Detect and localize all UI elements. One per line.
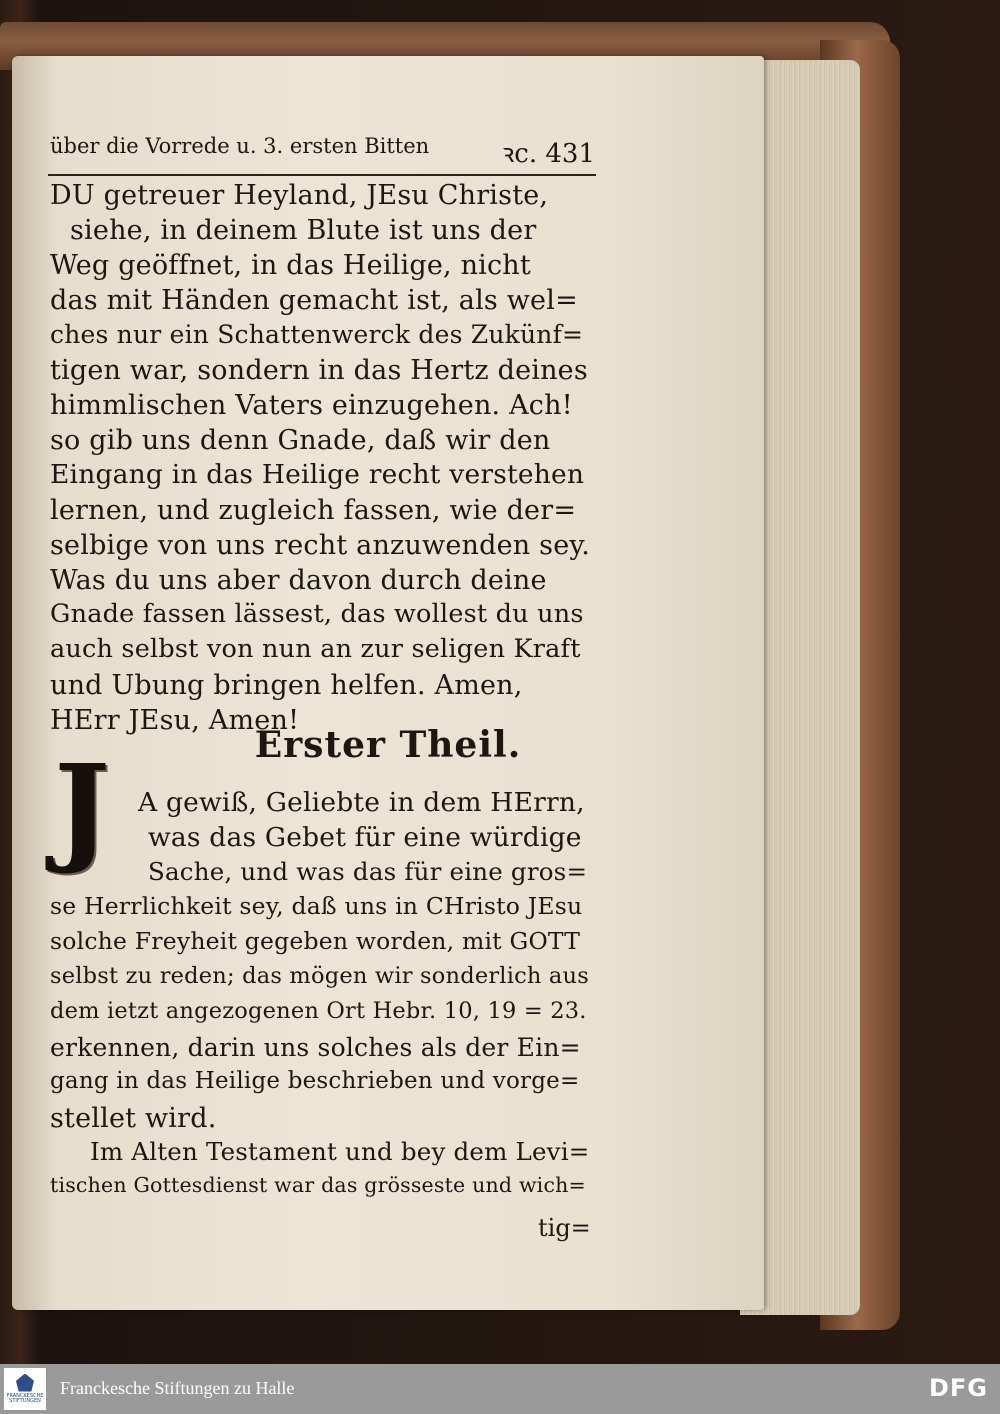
prayer-line: ches nur ein Schattenwerck des Zukünf=	[50, 320, 584, 349]
institution-name[interactable]: Franckesche Stiftungen zu Halle	[60, 1378, 295, 1398]
body-line: solche Freyheit gegeben worden, mit GOTT	[50, 927, 581, 955]
prayer-line: Gnade fassen lässest, das wollest du uns	[50, 599, 584, 629]
running-head	[50, 134, 595, 170]
body-line: tischen Gottesdienst war das grösseste und wich=	[50, 1173, 586, 1197]
prayer-line: tigen war, sondern in das Hertz deines	[50, 355, 588, 386]
section-title: Erster Theil.	[254, 724, 522, 766]
prayer-line: Was du uns aber davon durch deine	[50, 565, 547, 596]
body-line: Im Alten Testament und bey dem Levi=	[90, 1137, 590, 1166]
body-line: stellet wird.	[50, 1103, 217, 1134]
logo-text: FRANCKESCHE STIFTUNGEN	[6, 1392, 44, 1404]
body-line: dem ietzt angezogenen Ort Hebr. 10, 19 = 23.	[50, 998, 587, 1024]
prayer-line: so gib uns denn Gnade, daß wir den	[50, 425, 551, 456]
dfg-logo[interactable]: DFG	[928, 1374, 988, 1402]
body-line: A gewiß, Geliebte in dem HErrn,	[138, 787, 585, 818]
crest-icon	[16, 1374, 34, 1392]
catchword: tig=	[538, 1214, 591, 1242]
prayer-line: Eingang in das Heilige recht verstehen	[50, 459, 585, 490]
prayer-line: lernen, und zugleich fassen, wie der=	[50, 495, 577, 526]
running-head-title: über die Vorrede u. 3. ersten Bitten	[50, 134, 430, 158]
prayer-line: himmlischen Vaters einzugehen. Ach!	[50, 390, 573, 421]
prayer-line: HErr JEsu, Amen!	[50, 705, 300, 736]
body-line: Sache, und was das für eine gros=	[148, 857, 588, 886]
decorated-initial: J	[54, 738, 110, 877]
institution-logo[interactable]	[4, 1368, 46, 1410]
prayer-line: Weg geöffnet, in das Heilige, nicht	[50, 250, 531, 281]
prayer-line: das mit Händen gemacht ist, als wel=	[50, 285, 578, 316]
body-line: se Herrlichkeit sey, daß uns in CHristo JEsu	[50, 892, 583, 920]
body-line: selbst zu reden; das mögen wir sonderlich aus	[50, 963, 589, 989]
body-line: erkennen, darin uns solches als der Ein=	[50, 1033, 581, 1062]
prayer-line: siehe, in deinem Blute ist uns der	[70, 215, 537, 246]
footer-bar	[0, 1364, 1000, 1414]
prayer-line: und Ubung bringen helfen. Amen,	[50, 670, 523, 701]
body-line: was das Gebet für eine würdige	[148, 822, 582, 853]
header-rule	[48, 174, 596, 176]
page-number: ꝛc. 431	[501, 139, 595, 169]
body-line: gang in das Heilige beschrieben und vorge=	[50, 1068, 580, 1094]
prayer-line: auch selbst von nun an zur seligen Kraft	[50, 634, 581, 664]
prayer-line: selbige von uns recht anzuwenden sey.	[50, 530, 591, 561]
prayer-line: DU getreuer Heyland, JEsu Christe,	[50, 180, 549, 211]
book-page	[12, 56, 764, 1310]
